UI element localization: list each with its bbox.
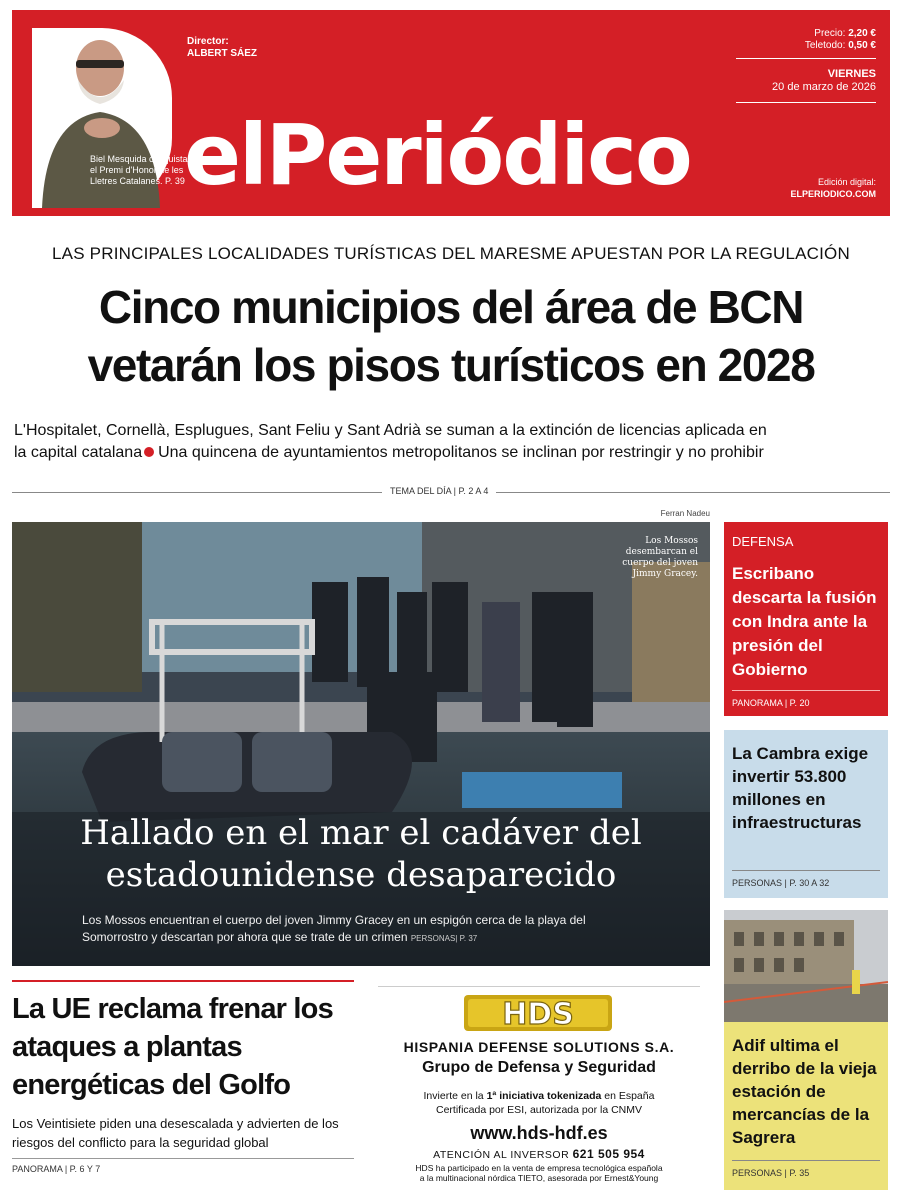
lead-headline[interactable] bbox=[0, 278, 902, 394]
price-label: Precio: bbox=[814, 28, 849, 39]
page-reference: PERSONAS| P. 37 bbox=[410, 934, 478, 943]
ad-line-1-b: 1ª iniciativa tokenizada bbox=[486, 1090, 602, 1102]
subdeck-line-2b: Una quincena de ayuntamientos metropolitanos se inclinan por restringir y no prohibir bbox=[158, 444, 764, 461]
brand-logo[interactable]: elPeriódico bbox=[184, 106, 691, 204]
harbor-photo bbox=[12, 522, 710, 966]
ad-website[interactable]: www.hds-hdf.es bbox=[470, 1123, 608, 1143]
director-name: ALBERT SÁEZ bbox=[187, 48, 257, 59]
director-label: Director: bbox=[187, 36, 229, 47]
story-box-cambra[interactable] bbox=[724, 730, 888, 898]
digital-label: Edición digital: bbox=[817, 177, 876, 187]
ad-investor-line bbox=[378, 1147, 700, 1161]
photo-subtitle bbox=[82, 912, 642, 947]
station-image bbox=[724, 910, 888, 1022]
lead-kicker: LAS PRINCIPALES LOCALIDADES TURÍSTICAS DEL MARESME APUESTAN POR LA REGULACIÓN bbox=[52, 244, 850, 263]
issue-date: 20 de marzo de 2026 bbox=[772, 81, 876, 93]
section-label: DEFENSA bbox=[732, 534, 794, 549]
story-title: Escribano descarta la fusión con Indra ante la presión del Gobierno bbox=[732, 564, 877, 679]
director-credit bbox=[187, 36, 257, 60]
page-reference: PERSONAS | P. 30 A 32 bbox=[732, 878, 830, 888]
phone-label: Teletodo: bbox=[804, 40, 849, 51]
masthead-caption[interactable]: Biel Mesquida conquista el Premi d'Honor de les Lletres Catalanes. P. 39 bbox=[90, 154, 188, 186]
photo-subtitle-text: Los Mossos encuentran el cuerpo del joven Jimmy Gracey en un espigón cerca de la playa del Somorrostro y descartan por ahora que se trate de un crimen bbox=[82, 913, 586, 944]
ad-investor-label: ATENCIÓN AL INVERSOR bbox=[433, 1149, 573, 1161]
photo-caption: Los Mossos desembarcan el cuerpo del joven Jimmy Gracey. bbox=[622, 536, 698, 579]
hds-logo bbox=[458, 991, 618, 1035]
page-reference: PANORAMA | P. 20 bbox=[732, 698, 810, 708]
eu-story-subtitle: Los Veintisiete piden una desescalada y advierten de los riesgos del conflicto para la seguridad global bbox=[12, 1116, 339, 1150]
story-box-adif[interactable] bbox=[724, 1022, 888, 1190]
headline-line-2: vetarán los pisos turísticos en 2028 bbox=[87, 339, 815, 391]
ad-line-1 bbox=[378, 1089, 700, 1103]
topic-label: TEMA DEL DÍA | P. 2 A 4 bbox=[382, 486, 496, 496]
ad-line-1-c: en España bbox=[601, 1090, 655, 1102]
story-title: La Cambra exige invertir 53.800 millones en infraestructuras bbox=[732, 744, 869, 832]
station-photo[interactable] bbox=[724, 910, 888, 1022]
price-value: 2,20 € bbox=[848, 28, 876, 39]
divider bbox=[732, 1160, 880, 1161]
page-reference: PERSONAS | P. 35 bbox=[732, 1168, 810, 1178]
divider bbox=[12, 980, 354, 982]
ad-fine-print-2: a la multinacional nórdica TIETO, asesorada por Ernest&Young bbox=[419, 1173, 659, 1183]
bullet-dot-icon bbox=[144, 447, 154, 457]
ad-company: HISPANIA DEFENSE SOLUTIONS S.A. bbox=[403, 1039, 675, 1055]
divider bbox=[736, 102, 876, 103]
page-reference: PANORAMA | P. 6 Y 7 bbox=[12, 1164, 101, 1174]
price-block bbox=[805, 28, 876, 52]
photo-credit: Ferran Nadeu bbox=[660, 509, 710, 518]
phone-value: 0,50 € bbox=[848, 40, 876, 51]
lead-subdeck bbox=[14, 420, 890, 464]
main-photo-story[interactable] bbox=[12, 522, 710, 966]
photo-headline[interactable] bbox=[12, 812, 710, 896]
divider bbox=[12, 1158, 354, 1159]
divider bbox=[736, 58, 876, 59]
photo-headline-line-1: Hallado en el mar el cadáver del bbox=[80, 813, 642, 853]
divider bbox=[732, 870, 880, 871]
headline-line-1: Cinco municipios del área de BCN bbox=[98, 281, 804, 333]
ad-line-1-a: Invierte en la bbox=[423, 1090, 487, 1102]
divider bbox=[732, 690, 880, 691]
subdeck-line-1: L'Hospitalet, Cornellà, Esplugues, Sant Feliu y Sant Adrià se suman a la extinción de licencias aplicada en bbox=[14, 422, 767, 439]
ad-tagline: Grupo de Defensa y Seguridad bbox=[422, 1059, 656, 1076]
story-title: Adif ultima el derribo de la vieja estación de mercancías de la Sagrera bbox=[732, 1036, 877, 1147]
story-box-defense[interactable] bbox=[724, 522, 888, 716]
masthead bbox=[12, 10, 890, 216]
photo-headline-line-2: estadounidense desaparecido bbox=[105, 855, 617, 895]
date-block bbox=[772, 68, 876, 94]
hds-advertisement[interactable] bbox=[378, 986, 700, 1186]
digital-url[interactable]: ELPERIODICO.COM bbox=[790, 189, 876, 199]
eu-story-title[interactable]: La UE reclama frenar los ataques a plantas energéticas del Golfo bbox=[12, 993, 333, 1101]
ad-investor-phone[interactable]: 621 505 954 bbox=[572, 1147, 645, 1161]
weekday: VIERNES bbox=[827, 68, 876, 80]
digital-edition bbox=[790, 176, 876, 200]
subdeck-line-2a: la capital catalana bbox=[14, 444, 143, 461]
ad-line-2: Certificada por ESI, autorizada por la CNMV bbox=[435, 1104, 642, 1116]
hds-logo-text: HDS bbox=[502, 997, 574, 1032]
ad-fine-print-1: HDS ha participado en la venta de empresa tecnológica española bbox=[415, 1163, 663, 1173]
